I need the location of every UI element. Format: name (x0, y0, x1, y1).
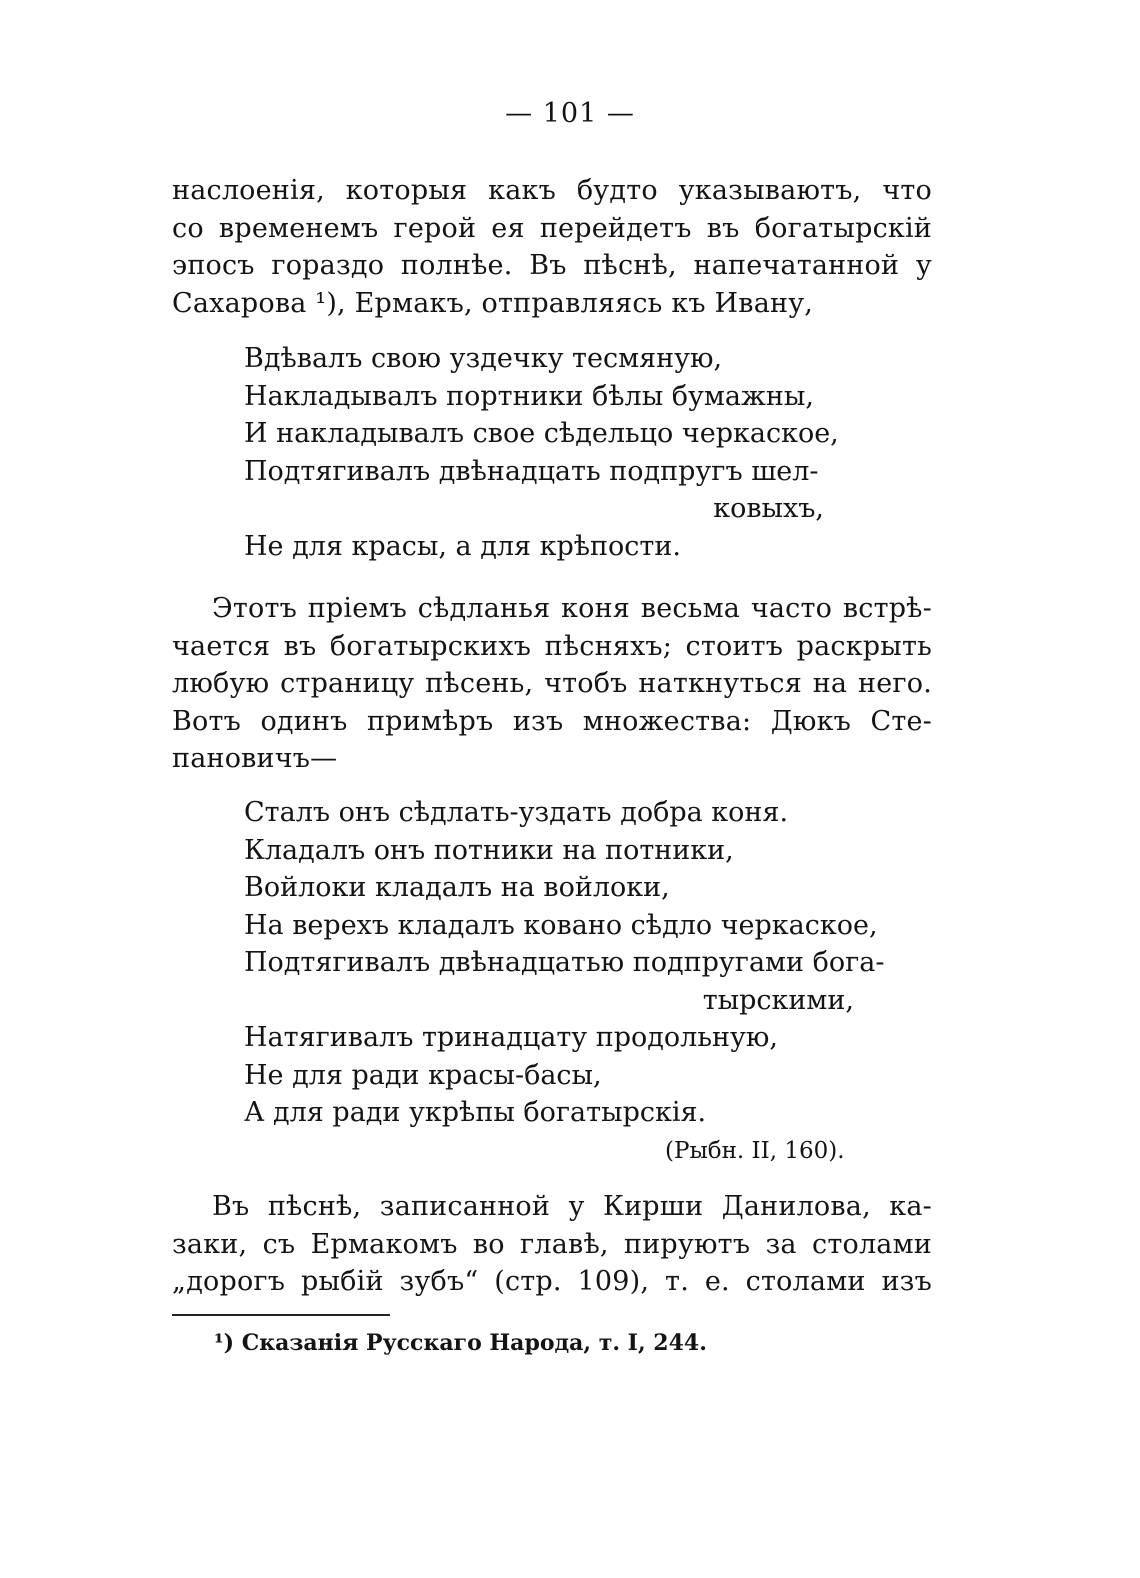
verse-line: Войлоки кладалъ на войлоки, (244, 872, 670, 903)
verse-line: И накладывалъ свое сѣдельцо черкаское, (244, 418, 839, 449)
verse-line: Не для ради красы-басы, (244, 1059, 602, 1091)
verse-line: Не для красы, а для крѣпости. (244, 530, 681, 562)
paragraph-line: со временемъ герой ея перейдетъ въ богатырскій (172, 212, 932, 244)
verse-line: Накладывалъ портники бѣлы бумажны, (244, 380, 814, 412)
paragraph-line: наслоенія, которыя какъ будто указываютъ, что (172, 175, 932, 206)
paragraph-line: заки, съ Ермакомъ во главѣ, пируютъ за столами (172, 1228, 932, 1260)
paragraph-line: Въ пѣснѣ, записанной у Кирши Данилова, ка- (212, 1191, 932, 1222)
page-number: — 101 — (505, 98, 635, 129)
verse-1 (244, 340, 944, 565)
verse-line: Кладалъ онъ потники на потники, (244, 834, 734, 866)
verse-line-continuation: ковыхъ, (713, 493, 824, 524)
paragraph-3 (172, 1188, 932, 1301)
paragraph-line: пановичъ— (172, 743, 338, 774)
verse-line-continuation: тырскими, (702, 984, 854, 1016)
verse-line: На верехъ кладалъ ковано сѣдло черкаское, (244, 909, 878, 941)
verse-line: Вдѣвалъ свою уздечку тесмяную, (244, 343, 723, 374)
verse-line: Подтягивалъ двѣнадцатью подпругами бога- (244, 947, 885, 978)
paragraph-1 (172, 172, 932, 322)
footnote: ¹) Сказанія Русскаго Народа, т. I, 244. (214, 1330, 707, 1356)
verse-line: Сталъ онъ сѣдлать-уздать добра коня. (244, 797, 789, 828)
paragraph-line: любую страницу пѣсень, чтобъ наткнуться на него. (172, 668, 932, 699)
paragraph-line: чается въ богатырскихъ пѣсняхъ; стоитъ раскрыть (172, 630, 932, 662)
paragraph-line: Этотъ пріемъ сѣдланья коня весьма часто встрѣ- (212, 593, 932, 624)
verse-line: Натягивалъ тринадцату продольную, (244, 1022, 779, 1053)
paragraph-line: „дорогъ рыбій зубъ“ (стр. 109), т. е. столами изъ (172, 1266, 932, 1297)
verse-2 (244, 794, 944, 1132)
paragraph-line: Вотъ одинъ примѣръ изъ множества: Дюкъ Сте- (172, 705, 932, 737)
citation: (Рыбн. II, 160). (665, 1138, 845, 1164)
verse-line: А для ради укрѣпы богатырскія. (244, 1097, 707, 1128)
paragraph-line: Сахарова ¹), Ермакъ, отправляясь къ Ивану, (172, 287, 814, 319)
paragraph-line: эпосъ гораздо полнѣе. Въ пѣснѣ, напечатанной у (172, 250, 932, 281)
paragraph-2 (172, 590, 932, 778)
verse-line: Подтягивалъ двѣнадцать подпругъ шел- (244, 455, 819, 487)
footnote-divider (172, 1314, 390, 1316)
